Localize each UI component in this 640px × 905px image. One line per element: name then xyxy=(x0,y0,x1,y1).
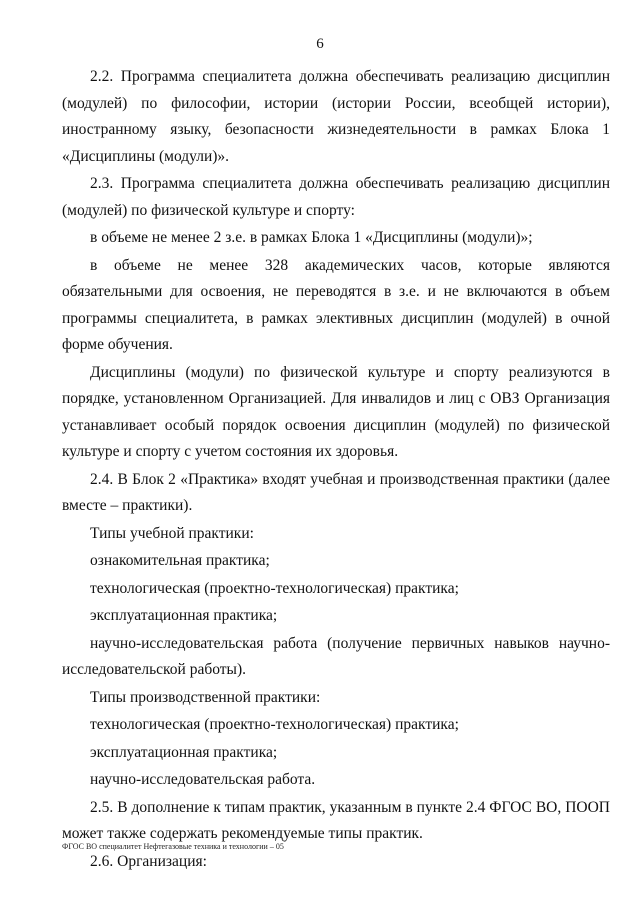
paragraph-pe-hours: в объеме не менее 328 академических часов, которые являются обязательными для освоения, не переводятся в з.е. и не включаются в объем программы специалитета, в рамках элективных дисциплин (модулей) в очной форме обучения. xyxy=(62,256,610,353)
paragraph-2-2: 2.2. Программа специалитета должна обеспечивать реализацию дисциплин (модулей) по философии, истории (истории России, всеобщей истории), иностранному языку, безопасности жизнедеятельности в рамках Блока 1 «Дисциплины (модули)». xyxy=(62,68,610,165)
paragraph-2-3: 2.3. Программа специалитета должна обеспечивать реализацию дисциплин (модулей) по физической культуре и спорту: xyxy=(62,175,610,219)
paragraph-pe-order: Дисциплины (модули) по физической культуре и спорту реализуются в порядке, установленном Организацией. Для инвалидов и лиц с ОВЗ Организация устанавливает особый порядок освоения дисциплин (модулей) по физической культуре и спорту с учетом состояния их здоровья. xyxy=(62,363,610,460)
list-item: ознакомительная практика; xyxy=(90,552,270,569)
list-item: технологическая (проектно-технологическая) практика; xyxy=(90,579,459,597)
paragraph-study-practice-types: Типы учебной практики: xyxy=(90,524,254,542)
list-item: эксплуатационная практика; xyxy=(90,743,278,761)
list-item: технологическая (проектно-технологическая) практика; xyxy=(90,716,459,733)
list-item: эксплуатационная практика; xyxy=(90,607,278,624)
list-item: научно-исследовательская работа. xyxy=(90,771,316,788)
page-footer: ФГОС ВО специалитет Нефтегазовые техника и технологии – 05 xyxy=(62,842,284,851)
paragraph-2-5: 2.5. В дополнение к типам практик, указанным в пункте 2.4 ФГОС ВО, ПООП может также содержать рекомендуемые типы практик. xyxy=(62,798,610,842)
paragraph-2-4: 2.4. В Блок 2 «Практика» входят учебная и производственная практики (далее вместе – практики). xyxy=(62,470,610,514)
list-item: научно-исследовательская работа (получение первичных навыков научно-исследовательской работы). xyxy=(62,634,610,678)
paragraph-pe-credits: в объеме не менее 2 з.е. в рамках Блока 1 «Дисциплины (модули)»; xyxy=(90,229,533,246)
document-body xyxy=(62,64,610,875)
paragraph-2-6: 2.6. Организация: xyxy=(90,852,207,870)
page-number: 6 xyxy=(316,36,324,52)
paragraph-production-practice-types: Типы производственной практики: xyxy=(90,688,321,706)
